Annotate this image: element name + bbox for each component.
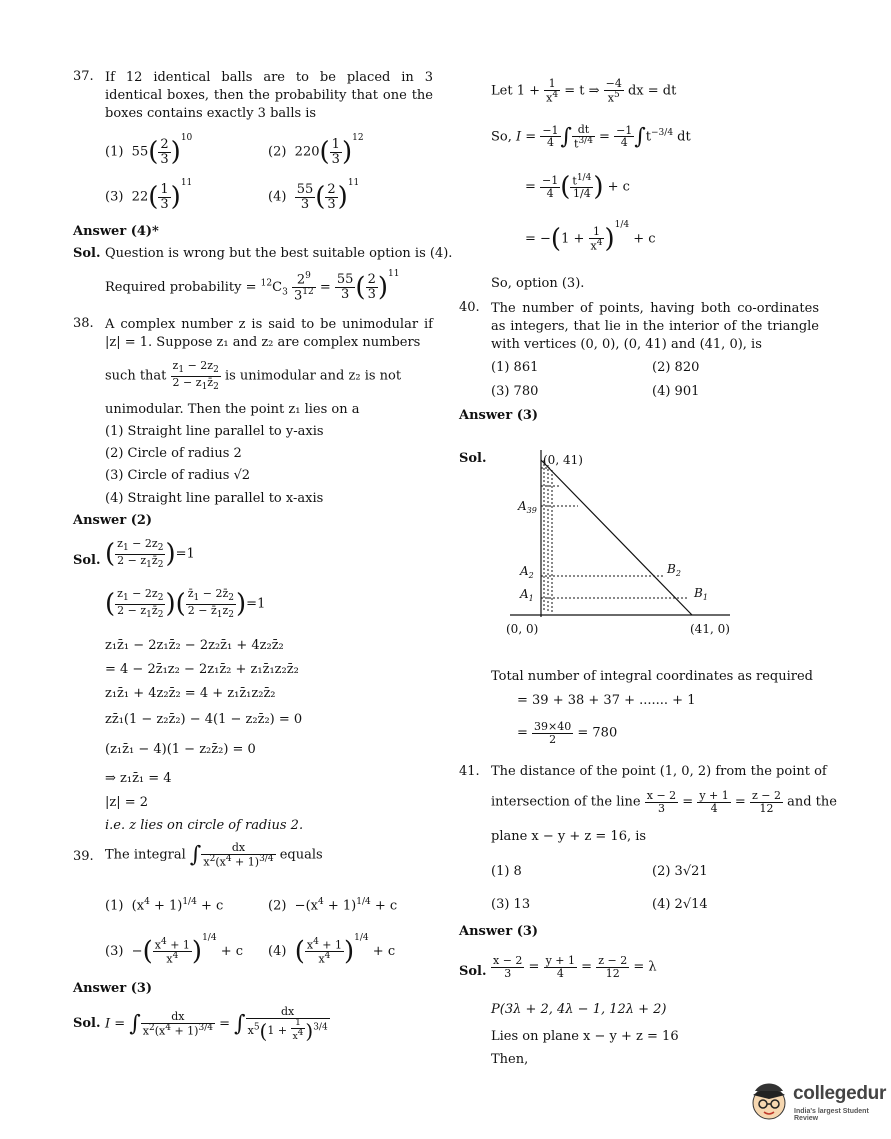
q41-option-4: (4) 2√14 <box>652 897 708 912</box>
label-a39: $A_{39}$ <box>518 499 537 515</box>
q38-number: 38. <box>73 316 94 331</box>
label-b1: $B_1$ <box>694 586 708 602</box>
q41-line-equation: intersection of the line $\frac{x - 2}{3}$ = $\frac{y + 1}{4}$ = $\frac{z - 2}{12}$ and the <box>491 789 837 815</box>
q39-option-1: (1) $(x^4 + 1)^{1/4} + c$ <box>105 897 224 914</box>
q40-option-4: (4) 901 <box>652 384 700 399</box>
q41-point-text: P(3λ + 2, 4λ − 1, 12λ + 2) <box>491 1002 667 1017</box>
q41-answer: Answer (3) <box>459 924 539 939</box>
q37-option-3: (3) 22( $\frac{1}{3}$ )$^{11}$ <box>105 178 193 213</box>
q39-option-3: (3) −( $\frac{x^4 + 1}{x^4}$ )$^{1/4}$ + c <box>105 932 244 967</box>
logo-tagline: India's largest Student Review <box>794 1108 869 1122</box>
q37-answer: Answer (4)* <box>73 224 159 239</box>
q41-number: 41. <box>459 764 480 779</box>
q37-required-probability: Required probability = $^{12}C_3$ $\frac{2^9}{3^{12}}$ = $\frac{55}{3}$ ( $\frac{2}{3}$ )$^{11}$ <box>105 268 400 304</box>
q39-step-antideriv: = $\frac{-1}{4}$ ( $\frac{t^{1/4}}{1/4}$ ) + c <box>525 172 630 202</box>
q38-step-2: = 4 − 2z̄₁z₂ − 2z₁z̄₂ + z₁z̄₁z₂z̄₂ <box>105 662 299 677</box>
q38-sol-label: Sol. <box>73 553 101 568</box>
q38-step-5: (z₁z̄₁ − 4)(1 − z₂z̄₂) = 0 <box>105 742 256 757</box>
q41-option-1: (1) 8 <box>491 864 522 879</box>
logo-name: collegedur <box>793 1083 887 1104</box>
label-a1: $A_1$ <box>520 587 534 603</box>
q41-sol-equation: $\frac{x - 2}{3}$ = $\frac{y + 1}{4}$ = $\frac{z - 2}{12}$ = λ <box>493 954 657 980</box>
q39-number: 39. <box>73 849 94 864</box>
q40-result: = $\frac{39\times 40}{2}$ = 780 <box>517 720 618 746</box>
q38-step-eq1: ( $\frac{z_1 - 2z_2}{2 - z_1z̄_2}$ )=1 <box>105 537 195 570</box>
q41-lies-text: Lies on plane x − y + z = 16 <box>491 1029 679 1044</box>
collegedunia-logo <box>745 1075 891 1125</box>
q39-option-4: (4) ( $\frac{x^4 + 1}{x^4}$ )$^{1/4}$ + c <box>268 932 396 967</box>
q40-sol-label: Sol. <box>459 451 487 466</box>
q39-substitution: Let 1 + $\frac{1}{x^4}$ = t ⇒ $\frac{-4}{x^5}$ dx = dt <box>491 77 677 105</box>
q39-sol-integral: I = ∫ $\frac{dx}{x^2(x^4 + 1)^{3/4}}$ = ∫ dx $x^5(1$ + $\frac{1}{x^4}$ )$^{3/4}$ <box>105 1005 328 1043</box>
q37-option-4: (4) $\frac{55}{3}$ ( $\frac{2}{3}$ )$^{11}$ <box>268 178 360 213</box>
q37-option-2: (2) 220( $\frac{1}{3}$ )$^{12}$ <box>268 133 364 168</box>
q38-step-3: z₁z̄₁ + 4z₂z̄₂ = 4 + z₁z̄₁z₂z̄₂ <box>105 686 276 701</box>
q38-step-6: ⇒ z₁z̄₁ = 4 <box>105 771 172 786</box>
q38-option-2: (2) Circle of radius 2 <box>105 446 242 461</box>
q40-text: The number of points, having both co-ordinates as integers, that lie in the interior of the triangle with vertices (0, 0), (0, 41) and (41, 0), is <box>491 301 819 352</box>
q39-step-final: = −(1 + $\frac{1}{x^4}$ )$^{1/4}$ + c <box>525 220 656 254</box>
q37-sol-label: Sol. <box>73 246 101 261</box>
q41-sol-label: Sol. <box>459 964 487 979</box>
q38-continue: unimodular. Then the point z₁ lies on a <box>105 402 360 417</box>
q40-sum-text: = 39 + 38 + 37 + ....... + 1 <box>517 693 696 708</box>
q37-option-1: (1) 55( $\frac{2}{3}$ )$^{10}$ <box>105 133 193 168</box>
q40-option-3: (3) 780 <box>491 384 539 399</box>
label-origin: (0, 0) <box>506 622 539 636</box>
q41-option-2: (2) 3√21 <box>652 864 708 879</box>
hypotenuse <box>541 460 692 615</box>
q38-conclusion: i.e. z lies on circle of radius 2. <box>105 818 304 833</box>
q39-option-2: $(2) -(x^4 + 1)^{1/4} + c$ <box>268 897 398 914</box>
q39-answer: Answer (3) <box>73 981 153 996</box>
q38-text: A complex number z is said to be unimodular if |z| = 1. Suppose z₁ and z₂ are complex numbers <box>105 317 433 350</box>
q40-number: 40. <box>459 300 480 315</box>
mascot-icon <box>747 1077 791 1121</box>
q37-text: If 12 identical balls are to be placed in 3 identical boxes, then the probability that one the boxes contains exactly 3 balls is <box>105 70 433 121</box>
q41-plane-text: plane x − y + z = 16, is <box>491 829 647 844</box>
label-a2: $A_2$ <box>520 564 534 580</box>
q41-then-text: Then, <box>491 1052 529 1067</box>
q40-option-1: (1) 861 <box>491 360 539 375</box>
q39-so-integral: So, I = $\frac{-1}{4}$ ∫ $\frac{dt}{t^{3/4}}$ = $\frac{-1}{4}$ $\int t^{-3/4}$ dt <box>491 123 691 151</box>
q40-total-text: Total number of integral coordinates as required <box>491 669 813 684</box>
q38-option-3: (3) Circle of radius √2 <box>105 468 251 483</box>
q38-option-4: (4) Straight line parallel to x-axis <box>105 491 324 506</box>
q39-option-result: So, option (3). <box>491 276 585 291</box>
q38-step-7: |z| = 2 <box>105 795 149 810</box>
q41-option-3: (3) 13 <box>491 897 531 912</box>
q40-triangle-diagram <box>480 440 760 650</box>
q38-step-eq2: ( $\frac{z_1 - 2z_2}{2 - z_1z̄_2}$ )( $\frac{z̄_1 - 2z̄_2}{2 - z̄_1z_2}$ )=1 <box>105 587 266 620</box>
q38-such-that: such that $\frac{z_1 - 2z_2}{2 - z_1z̄_2}$ is unimodular and z₂ is not <box>105 359 402 392</box>
q41-text: The distance of the point (1, 0, 2) from the point of <box>491 764 827 779</box>
q40-option-2: (2) 820 <box>652 360 700 375</box>
q37-sol-text: Question is wrong but the best suitable option is (4). <box>105 246 453 261</box>
q38-option-1: (1) Straight line parallel to y-axis <box>105 424 324 439</box>
label-top-vertex: (0, 41) <box>543 453 583 467</box>
q38-step-1: z₁z̄₁ − 2z₁z̄₂ − 2z₂z̄₁ + 4z₂z̄₂ <box>105 638 284 653</box>
label-b2: $B_2$ <box>667 562 681 578</box>
q39-text: The integral ∫ $\frac{dx}{x^2(x^4 + 1)^{3/4}}$ equals <box>105 841 323 869</box>
q39-sol-label: Sol. <box>73 1016 101 1031</box>
q40-answer: Answer (3) <box>459 408 539 423</box>
q37-number: 37. <box>73 69 94 84</box>
label-right-vertex: (41, 0) <box>690 622 730 636</box>
q38-step-4: zz̄₁(1 − z₂z̄₂) − 4(1 − z₂z̄₂) = 0 <box>105 712 303 727</box>
q38-answer: Answer (2) <box>73 513 153 528</box>
